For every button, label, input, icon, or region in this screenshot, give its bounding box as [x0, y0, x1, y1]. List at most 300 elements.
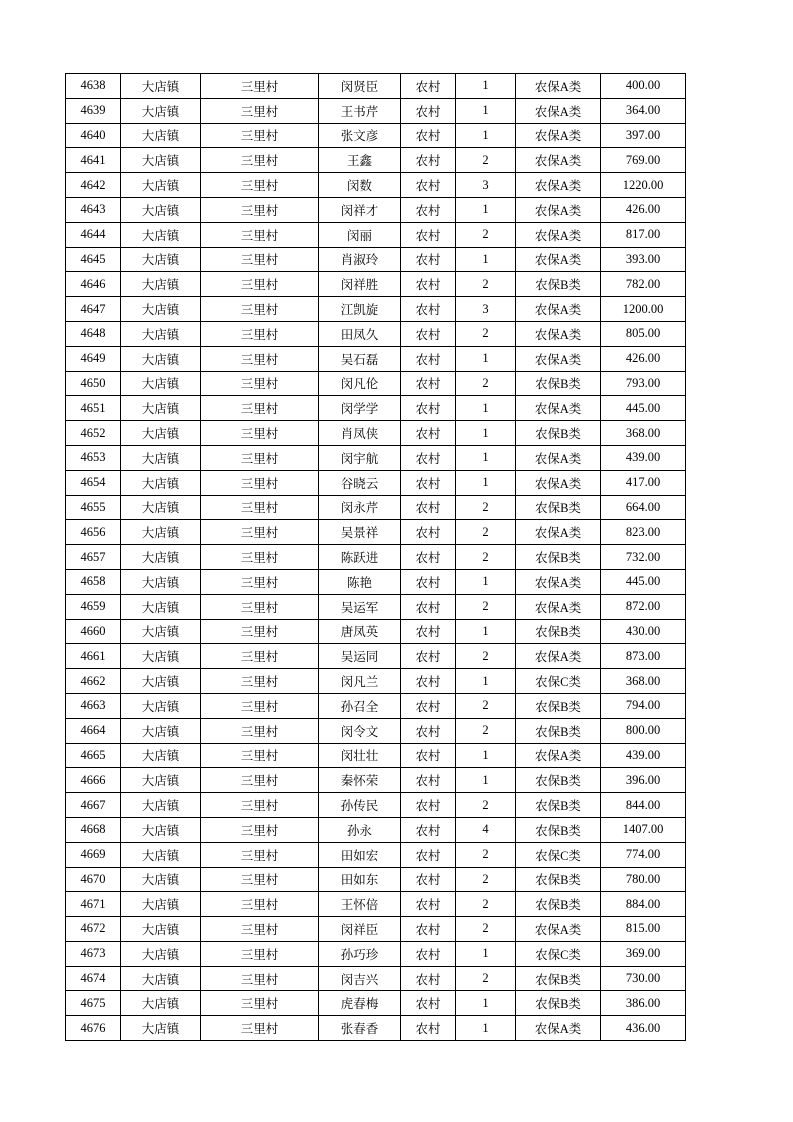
cell-count: 1	[456, 123, 516, 148]
cell-id: 4648	[66, 321, 121, 346]
table-row	[66, 495, 686, 520]
cell-category: 农保A类	[516, 173, 601, 198]
cell-id: 4650	[66, 371, 121, 396]
cell-name: 江凯旋	[319, 297, 401, 322]
table-row	[66, 842, 686, 867]
cell-id: 4646	[66, 272, 121, 297]
cell-category: 农保A类	[516, 297, 601, 322]
cell-town: 大店镇	[121, 222, 201, 247]
table-row	[66, 371, 686, 396]
cell-id: 4656	[66, 520, 121, 545]
cell-id: 4673	[66, 941, 121, 966]
cell-category: 农保A类	[516, 520, 601, 545]
cell-village: 三里村	[201, 867, 319, 892]
cell-count: 2	[456, 272, 516, 297]
cell-amount: 794.00	[601, 693, 686, 718]
cell-count: 2	[456, 520, 516, 545]
table-row	[66, 148, 686, 173]
cell-town: 大店镇	[121, 644, 201, 669]
cell-amount: 793.00	[601, 371, 686, 396]
cell-category: 农保B类	[516, 619, 601, 644]
cell-category: 农保A类	[516, 569, 601, 594]
cell-town: 大店镇	[121, 917, 201, 942]
cell-category: 农保A类	[516, 222, 601, 247]
cell-name: 闵吉兴	[319, 966, 401, 991]
cell-category: 农保A类	[516, 148, 601, 173]
cell-name: 孙传民	[319, 793, 401, 818]
table-row	[66, 569, 686, 594]
cell-town: 大店镇	[121, 272, 201, 297]
cell-category: 农保B类	[516, 817, 601, 842]
cell-town: 大店镇	[121, 817, 201, 842]
cell-type: 农村	[401, 941, 456, 966]
cell-count: 1	[456, 768, 516, 793]
cell-id: 4655	[66, 495, 121, 520]
cell-name: 孙巧珍	[319, 941, 401, 966]
cell-amount: 1407.00	[601, 817, 686, 842]
cell-village: 三里村	[201, 941, 319, 966]
cell-id: 4653	[66, 445, 121, 470]
cell-amount: 397.00	[601, 123, 686, 148]
cell-count: 2	[456, 594, 516, 619]
cell-amount: 426.00	[601, 346, 686, 371]
cell-count: 2	[456, 892, 516, 917]
cell-town: 大店镇	[121, 495, 201, 520]
cell-name: 虎春梅	[319, 991, 401, 1016]
cell-count: 2	[456, 148, 516, 173]
cell-category: 农保B类	[516, 991, 601, 1016]
cell-id: 4660	[66, 619, 121, 644]
cell-name: 肖淑玲	[319, 247, 401, 272]
cell-category: 农保A类	[516, 321, 601, 346]
cell-type: 农村	[401, 842, 456, 867]
cell-amount: 386.00	[601, 991, 686, 1016]
cell-amount: 1200.00	[601, 297, 686, 322]
cell-town: 大店镇	[121, 247, 201, 272]
cell-name: 闵丽	[319, 222, 401, 247]
cell-id: 4654	[66, 470, 121, 495]
table-row	[66, 272, 686, 297]
table-row	[66, 619, 686, 644]
cell-category: 农保C类	[516, 842, 601, 867]
cell-amount: 430.00	[601, 619, 686, 644]
cell-type: 农村	[401, 619, 456, 644]
cell-town: 大店镇	[121, 421, 201, 446]
cell-town: 大店镇	[121, 520, 201, 545]
cell-village: 三里村	[201, 619, 319, 644]
cell-village: 三里村	[201, 594, 319, 619]
cell-category: 农保B类	[516, 718, 601, 743]
cell-id: 4639	[66, 98, 121, 123]
cell-category: 农保A类	[516, 123, 601, 148]
cell-id: 4659	[66, 594, 121, 619]
table-row	[66, 197, 686, 222]
cell-id: 4662	[66, 669, 121, 694]
cell-town: 大店镇	[121, 545, 201, 570]
cell-village: 三里村	[201, 644, 319, 669]
cell-type: 农村	[401, 569, 456, 594]
cell-amount: 396.00	[601, 768, 686, 793]
cell-type: 农村	[401, 222, 456, 247]
cell-town: 大店镇	[121, 123, 201, 148]
table-row	[66, 470, 686, 495]
cell-count: 1	[456, 421, 516, 446]
cell-count: 2	[456, 495, 516, 520]
cell-amount: 884.00	[601, 892, 686, 917]
cell-id: 4652	[66, 421, 121, 446]
cell-id: 4667	[66, 793, 121, 818]
cell-town: 大店镇	[121, 470, 201, 495]
cell-category: 农保A类	[516, 396, 601, 421]
cell-name: 王书芹	[319, 98, 401, 123]
cell-type: 农村	[401, 173, 456, 198]
cell-count: 1	[456, 98, 516, 123]
cell-type: 农村	[401, 74, 456, 99]
cell-village: 三里村	[201, 247, 319, 272]
cell-name: 田如东	[319, 867, 401, 892]
cell-count: 1	[456, 74, 516, 99]
cell-village: 三里村	[201, 842, 319, 867]
cell-village: 三里村	[201, 1016, 319, 1041]
cell-village: 三里村	[201, 768, 319, 793]
cell-type: 农村	[401, 321, 456, 346]
cell-id: 4640	[66, 123, 121, 148]
cell-id: 4668	[66, 817, 121, 842]
cell-amount: 426.00	[601, 197, 686, 222]
cell-id: 4676	[66, 1016, 121, 1041]
cell-town: 大店镇	[121, 966, 201, 991]
table-row	[66, 297, 686, 322]
table-row	[66, 520, 686, 545]
table-row	[66, 545, 686, 570]
cell-count: 1	[456, 396, 516, 421]
table-row	[66, 594, 686, 619]
cell-type: 农村	[401, 1016, 456, 1041]
cell-name: 闵学学	[319, 396, 401, 421]
table-row	[66, 123, 686, 148]
cell-name: 闵数	[319, 173, 401, 198]
cell-amount: 732.00	[601, 545, 686, 570]
cell-amount: 439.00	[601, 743, 686, 768]
cell-town: 大店镇	[121, 768, 201, 793]
cell-type: 农村	[401, 371, 456, 396]
cell-count: 3	[456, 173, 516, 198]
cell-type: 农村	[401, 123, 456, 148]
cell-type: 农村	[401, 743, 456, 768]
cell-type: 农村	[401, 966, 456, 991]
table-row	[66, 693, 686, 718]
cell-count: 1	[456, 346, 516, 371]
table-row	[66, 1016, 686, 1041]
cell-name: 闵祥才	[319, 197, 401, 222]
cell-count: 1	[456, 569, 516, 594]
table-row	[66, 718, 686, 743]
table-row	[66, 321, 686, 346]
cell-name: 闵祥胜	[319, 272, 401, 297]
cell-id: 4672	[66, 917, 121, 942]
cell-type: 农村	[401, 892, 456, 917]
cell-town: 大店镇	[121, 98, 201, 123]
cell-village: 三里村	[201, 346, 319, 371]
cell-town: 大店镇	[121, 619, 201, 644]
cell-type: 农村	[401, 917, 456, 942]
cell-village: 三里村	[201, 495, 319, 520]
cell-id: 4664	[66, 718, 121, 743]
cell-type: 农村	[401, 148, 456, 173]
cell-town: 大店镇	[121, 321, 201, 346]
cell-name: 闵壮壮	[319, 743, 401, 768]
cell-village: 三里村	[201, 718, 319, 743]
cell-village: 三里村	[201, 371, 319, 396]
table-row	[66, 917, 686, 942]
cell-village: 三里村	[201, 297, 319, 322]
cell-count: 1	[456, 470, 516, 495]
cell-name: 孙永	[319, 817, 401, 842]
cell-village: 三里村	[201, 470, 319, 495]
cell-type: 农村	[401, 669, 456, 694]
cell-count: 1	[456, 445, 516, 470]
cell-village: 三里村	[201, 272, 319, 297]
cell-name: 陈跃进	[319, 545, 401, 570]
cell-id: 4644	[66, 222, 121, 247]
cell-category: 农保B类	[516, 693, 601, 718]
cell-town: 大店镇	[121, 892, 201, 917]
table-row	[66, 867, 686, 892]
cell-village: 三里村	[201, 569, 319, 594]
table-row	[66, 743, 686, 768]
cell-type: 农村	[401, 991, 456, 1016]
cell-type: 农村	[401, 867, 456, 892]
cell-amount: 445.00	[601, 396, 686, 421]
cell-town: 大店镇	[121, 669, 201, 694]
cell-category: 农保A类	[516, 594, 601, 619]
cell-village: 三里村	[201, 98, 319, 123]
cell-name: 闵凡兰	[319, 669, 401, 694]
cell-amount: 817.00	[601, 222, 686, 247]
cell-count: 2	[456, 222, 516, 247]
cell-count: 1	[456, 247, 516, 272]
table-row	[66, 669, 686, 694]
cell-town: 大店镇	[121, 793, 201, 818]
cell-name: 王怀倍	[319, 892, 401, 917]
cell-count: 2	[456, 842, 516, 867]
cell-amount: 445.00	[601, 569, 686, 594]
cell-amount: 769.00	[601, 148, 686, 173]
cell-village: 三里村	[201, 545, 319, 570]
cell-village: 三里村	[201, 421, 319, 446]
cell-category: 农保A类	[516, 74, 601, 99]
cell-category: 农保B类	[516, 793, 601, 818]
cell-amount: 1220.00	[601, 173, 686, 198]
cell-amount: 369.00	[601, 941, 686, 966]
cell-town: 大店镇	[121, 173, 201, 198]
table-row	[66, 222, 686, 247]
cell-amount: 782.00	[601, 272, 686, 297]
cell-town: 大店镇	[121, 594, 201, 619]
cell-town: 大店镇	[121, 867, 201, 892]
cell-village: 三里村	[201, 396, 319, 421]
cell-count: 1	[456, 619, 516, 644]
cell-type: 农村	[401, 421, 456, 446]
cell-name: 谷晓云	[319, 470, 401, 495]
cell-id: 4663	[66, 693, 121, 718]
cell-village: 三里村	[201, 148, 319, 173]
cell-category: 农保B类	[516, 768, 601, 793]
cell-name: 闵宇航	[319, 445, 401, 470]
cell-type: 农村	[401, 197, 456, 222]
cell-amount: 805.00	[601, 321, 686, 346]
cell-name: 陈艳	[319, 569, 401, 594]
cell-town: 大店镇	[121, 445, 201, 470]
table-row	[66, 74, 686, 99]
cell-id: 4645	[66, 247, 121, 272]
cell-type: 农村	[401, 718, 456, 743]
cell-count: 2	[456, 321, 516, 346]
cell-amount: 364.00	[601, 98, 686, 123]
table-row	[66, 421, 686, 446]
cell-category: 农保B类	[516, 867, 601, 892]
cell-name: 吴运军	[319, 594, 401, 619]
cell-amount: 800.00	[601, 718, 686, 743]
cell-id: 4665	[66, 743, 121, 768]
cell-name: 王鑫	[319, 148, 401, 173]
cell-id: 4661	[66, 644, 121, 669]
cell-id: 4671	[66, 892, 121, 917]
cell-id: 4658	[66, 569, 121, 594]
cell-count: 2	[456, 917, 516, 942]
cell-type: 农村	[401, 396, 456, 421]
cell-category: 农保A类	[516, 917, 601, 942]
cell-id: 4674	[66, 966, 121, 991]
cell-name: 闵祥臣	[319, 917, 401, 942]
cell-count: 2	[456, 371, 516, 396]
cell-count: 1	[456, 669, 516, 694]
table-row	[66, 173, 686, 198]
cell-type: 农村	[401, 247, 456, 272]
cell-village: 三里村	[201, 917, 319, 942]
cell-amount: 774.00	[601, 842, 686, 867]
cell-town: 大店镇	[121, 396, 201, 421]
cell-name: 唐凤英	[319, 619, 401, 644]
cell-name: 吴景祥	[319, 520, 401, 545]
cell-type: 农村	[401, 644, 456, 669]
cell-category: 农保A类	[516, 470, 601, 495]
cell-town: 大店镇	[121, 197, 201, 222]
cell-amount: 400.00	[601, 74, 686, 99]
cell-name: 张春香	[319, 1016, 401, 1041]
cell-name: 闵永芹	[319, 495, 401, 520]
cell-count: 2	[456, 718, 516, 743]
table-row	[66, 817, 686, 842]
cell-type: 农村	[401, 495, 456, 520]
cell-type: 农村	[401, 98, 456, 123]
cell-name: 吴石磊	[319, 346, 401, 371]
cell-type: 农村	[401, 793, 456, 818]
cell-amount: 393.00	[601, 247, 686, 272]
cell-town: 大店镇	[121, 74, 201, 99]
cell-category: 农保B类	[516, 371, 601, 396]
cell-id: 4666	[66, 768, 121, 793]
cell-category: 农保A类	[516, 1016, 601, 1041]
cell-category: 农保C类	[516, 941, 601, 966]
table-row	[66, 644, 686, 669]
cell-amount: 417.00	[601, 470, 686, 495]
cell-village: 三里村	[201, 817, 319, 842]
cell-town: 大店镇	[121, 842, 201, 867]
cell-village: 三里村	[201, 197, 319, 222]
cell-count: 1	[456, 1016, 516, 1041]
cell-type: 农村	[401, 520, 456, 545]
table-row	[66, 247, 686, 272]
table-row	[66, 793, 686, 818]
cell-town: 大店镇	[121, 371, 201, 396]
cell-town: 大店镇	[121, 346, 201, 371]
cell-town: 大店镇	[121, 1016, 201, 1041]
cell-name: 闵凡伦	[319, 371, 401, 396]
cell-count: 2	[456, 545, 516, 570]
cell-count: 2	[456, 966, 516, 991]
cell-town: 大店镇	[121, 148, 201, 173]
cell-village: 三里村	[201, 123, 319, 148]
table-row	[66, 991, 686, 1016]
cell-village: 三里村	[201, 173, 319, 198]
cell-village: 三里村	[201, 892, 319, 917]
table-row	[66, 98, 686, 123]
cell-id: 4641	[66, 148, 121, 173]
cell-town: 大店镇	[121, 941, 201, 966]
cell-amount: 780.00	[601, 867, 686, 892]
cell-id: 4670	[66, 867, 121, 892]
cell-type: 农村	[401, 594, 456, 619]
cell-category: 农保B类	[516, 892, 601, 917]
cell-count: 2	[456, 693, 516, 718]
cell-village: 三里村	[201, 74, 319, 99]
cell-village: 三里村	[201, 222, 319, 247]
cell-village: 三里村	[201, 321, 319, 346]
cell-count: 1	[456, 197, 516, 222]
cell-id: 4657	[66, 545, 121, 570]
cell-amount: 873.00	[601, 644, 686, 669]
cell-name: 秦怀荣	[319, 768, 401, 793]
table-row	[66, 941, 686, 966]
cell-name: 闵贤臣	[319, 74, 401, 99]
cell-category: 农保B类	[516, 966, 601, 991]
cell-category: 农保C类	[516, 669, 601, 694]
cell-id: 4642	[66, 173, 121, 198]
table-row	[66, 445, 686, 470]
cell-name: 田如宏	[319, 842, 401, 867]
cell-count: 2	[456, 867, 516, 892]
table-row	[66, 396, 686, 421]
cell-village: 三里村	[201, 966, 319, 991]
cell-amount: 439.00	[601, 445, 686, 470]
cell-amount: 815.00	[601, 917, 686, 942]
cell-village: 三里村	[201, 743, 319, 768]
table-row	[66, 768, 686, 793]
cell-count: 1	[456, 743, 516, 768]
cell-village: 三里村	[201, 991, 319, 1016]
cell-amount: 872.00	[601, 594, 686, 619]
cell-category: 农保B类	[516, 545, 601, 570]
cell-name: 孙召全	[319, 693, 401, 718]
cell-category: 农保B类	[516, 272, 601, 297]
cell-type: 农村	[401, 693, 456, 718]
cell-town: 大店镇	[121, 297, 201, 322]
cell-id: 4649	[66, 346, 121, 371]
cell-category: 农保A类	[516, 445, 601, 470]
cell-amount: 368.00	[601, 421, 686, 446]
cell-village: 三里村	[201, 445, 319, 470]
